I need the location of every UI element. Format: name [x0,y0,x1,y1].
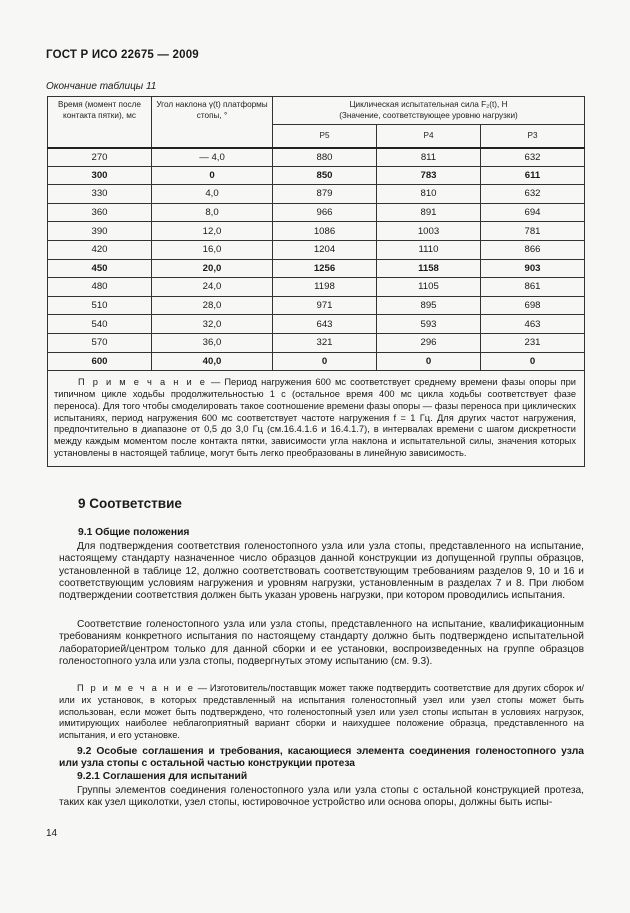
cell-p4: 891 [377,203,481,222]
note-text: — Изготовитель/поставщик может также подтвердить соответствие для других сборок и/или их установок, в которых представленный на испытания голеностопный узел или узел стопы может быть использован, если может быть подтверждено, что голеностопный узел или узел стопы испытан в условиях нагрузок, имитирующих наиболее неблагоприятный вариант сборки и наихудшее положение образца, представленного на испытания, и его установке. [59,683,584,741]
cell-angle: 20,0 [152,259,273,278]
table-row [48,352,585,371]
section-title: 9 Соответствие [78,496,182,511]
cell-p5: 1256 [273,259,377,278]
cell-p4: 1003 [377,222,481,241]
cell-t: 300 [48,166,152,185]
cell-angle: 16,0 [152,240,273,259]
page-number: 14 [46,828,58,839]
cell-angle: 24,0 [152,278,273,297]
cell-p4: 895 [377,296,481,315]
subsection-9-2-1-title: 9.2.1 Соглашения для испытаний [77,771,248,782]
cell-angle: 4,0 [152,185,273,204]
cell-p5: 850 [273,166,377,185]
cell-p4: 1158 [377,259,481,278]
table-row [48,315,585,334]
force-header-line2: (Значение, соответствующее уровню нагрузки) [339,110,518,120]
cell-angle: 28,0 [152,296,273,315]
cell-t: 540 [48,315,152,334]
table-row [48,259,585,278]
cell-p5: 321 [273,333,377,352]
cell-p3: 611 [481,166,585,185]
table-note-text: — Период нагружения 600 мс соответствует среднему времени фазы опоры при типичном цикле ходьбы продолжительностью 1 с (остальное время 400 мс цикла ходьбы соответствует фазе переноса). Для того чтобы смоделировать такое соотношение времени фазы опоры — фазы переноса при циклических испытаниях, период нагружения 600 мс соответствует частоте нагружения f = 1 Гц. Для других частот нагружения, предпочтительно в диапазоне от 0,5 до 3,0 Гц (см.16.4.1.6 и 16.4.1.7), в интервалах времени с шагом дискретности между каждым моментом после контакта пятки, зависимости угла наклона и испытательной силы, значения которых установлены в настоящей таблице, могут быть легко преобразованы в линейную зависимость. [54,377,576,458]
cell-p4: 783 [377,166,481,185]
cell-p5: 966 [273,203,377,222]
cell-angle: 0 [152,166,273,185]
cell-p3: 632 [481,148,585,167]
col-header-p3: P3 [481,125,585,148]
col-header-p5: P5 [273,125,377,148]
cell-angle: 40,0 [152,352,273,371]
cell-p3: 903 [481,259,585,278]
cell-t: 480 [48,278,152,297]
subsection-9-1-title: 9.1 Общие положения [78,527,190,538]
cell-p5: 879 [273,185,377,204]
cell-p5: 1086 [273,222,377,241]
cell-p4: 593 [377,315,481,334]
document-header: ГОСТ Р ИСО 22675 — 2009 [46,49,199,61]
table-row [48,148,585,167]
cell-p4: 1105 [377,278,481,297]
cell-p4: 810 [377,185,481,204]
table-row [48,296,585,315]
data-table [47,96,585,467]
col-header-angle: Угол наклона γ(t) платформы стопы, ° [152,97,273,148]
cell-p5: 971 [273,296,377,315]
cell-t: 510 [48,296,152,315]
cell-p3: 231 [481,333,585,352]
cell-t: 450 [48,259,152,278]
cell-p3: 0 [481,352,585,371]
cell-p5: 880 [273,148,377,167]
table-row [48,240,585,259]
paragraph-3: Группы элементов соединения голеностопного узла или узла стопы с остальной конструкцией протеза, таких как узел щиколотки, узел стопы, юстировочное устройство или основа опоры, должны быть испы- [59,785,584,809]
force-header-line1: Циклическая испытательная сила F₂(t), Н [349,100,508,109]
cell-p3: 698 [481,296,585,315]
subsection-9-2-title: 9.2 Особые соглашения и требования, касающиеся элемента соединения голеностопного узла или узла стопы с остальной частью конструкции протеза [59,746,584,770]
cell-angle: 12,0 [152,222,273,241]
cell-p3: 463 [481,315,585,334]
table-note [48,371,585,467]
paragraph-2: Соответствие голеностопного узла или узла стопы, представленного на испытание, квалификационным требованиям конкретного испытания по настоящему стандарту должно быть подтверждено испытательной лабораторией/центром только для данной сборки и ее установки, воспроизведенных на группе образцов голеностопного узла или узла стопы, подвергнутых этому испытанию (см. 9.3). [59,619,584,667]
table-row [48,278,585,297]
table-row [48,185,585,204]
table-caption: Окончание таблицы 11 [46,81,157,92]
cell-p3: 861 [481,278,585,297]
cell-p5: 0 [273,352,377,371]
col-header-force [273,97,585,125]
cell-p3: 866 [481,240,585,259]
table-row [48,333,585,352]
col-header-p4: P4 [377,125,481,148]
cell-p4: 0 [377,352,481,371]
table-row [48,203,585,222]
cell-angle: 36,0 [152,333,273,352]
cell-t: 270 [48,148,152,167]
cell-p5: 1198 [273,278,377,297]
table-row [48,222,585,241]
cell-p4: 811 [377,148,481,167]
paragraph-1: Для подтверждения соответствия голеностопного узла или узла стопы, представленного на испытание, настоящему стандарту назначенное число образцов данной конструкции из допущенной группы образцов, установленной в таблице 12, должно соответствовать соответствующим требованиям разделов 9, 10 и 16 и соответствующим условиям нагружения и уровням нагрузки, установленным в разделах 7 и 8. При любом подтверждении соответствия должен быть указан уровень нагрузки, при котором проводились испытания. [59,541,584,602]
table-row [48,166,585,185]
note-paragraph [59,683,584,742]
cell-p5: 1204 [273,240,377,259]
cell-p4: 1110 [377,240,481,259]
cell-p4: 296 [377,333,481,352]
cell-t: 330 [48,185,152,204]
cell-angle: 8,0 [152,203,273,222]
cell-t: 360 [48,203,152,222]
note-label: П р и м е ч а н и е [77,683,195,693]
cell-t: 390 [48,222,152,241]
cell-t: 420 [48,240,152,259]
table-note-label: П р и м е ч а н и е [78,377,207,388]
col-header-time: Время (момент после контакта пятки), мс [48,97,152,148]
cell-t: 570 [48,333,152,352]
cell-p3: 694 [481,203,585,222]
cell-t: 600 [48,352,152,371]
cell-p5: 643 [273,315,377,334]
cell-angle: — 4,0 [152,148,273,167]
cell-p3: 781 [481,222,585,241]
cell-angle: 32,0 [152,315,273,334]
cell-p3: 632 [481,185,585,204]
